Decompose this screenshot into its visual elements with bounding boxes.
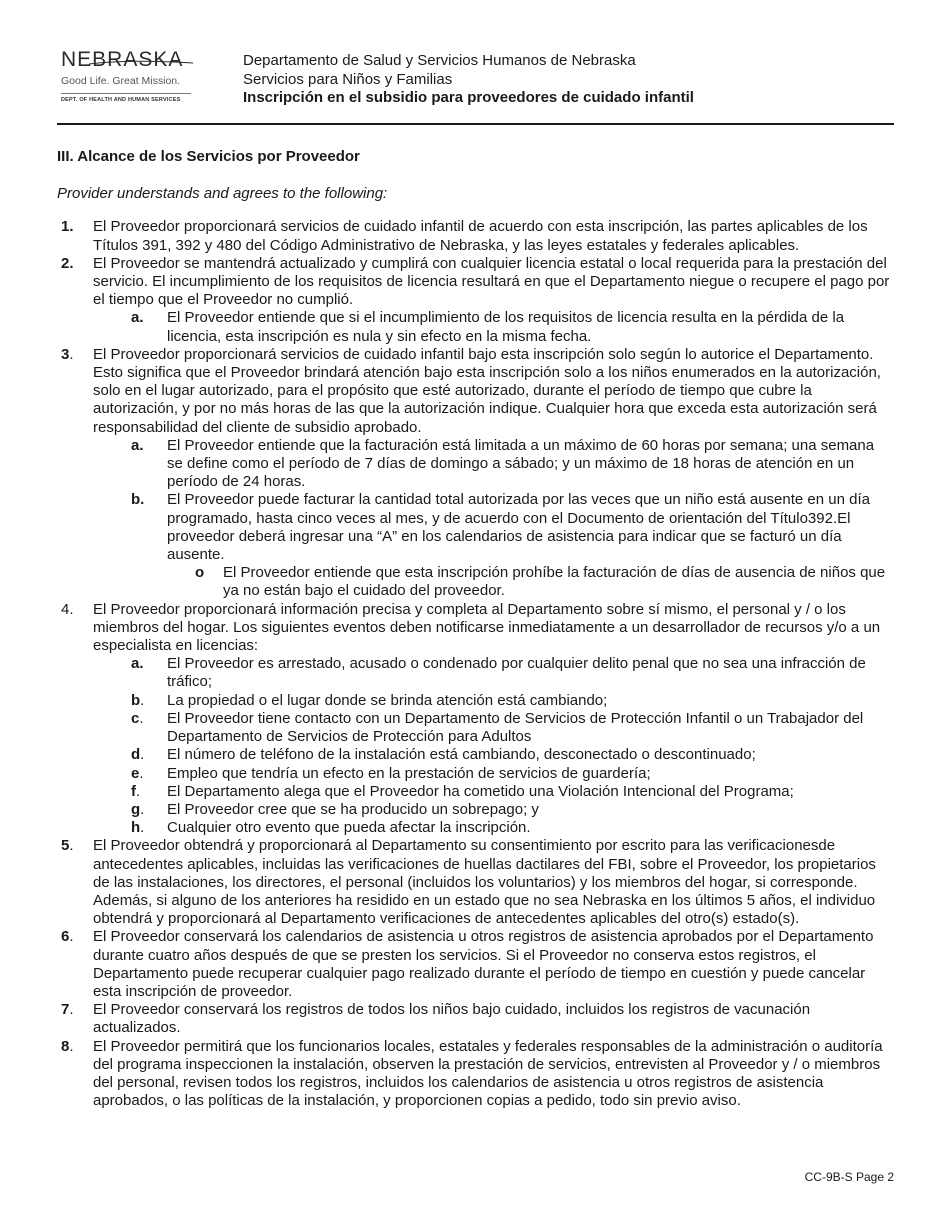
item-text: El Proveedor conservará los registros de todos los niños bajo cuidado, incluidos los registros de vacunación actualizados. bbox=[93, 1001, 811, 1037]
bullet-item bbox=[57, 564, 893, 600]
sub-item-letter: b. bbox=[131, 691, 145, 709]
list-item bbox=[57, 255, 893, 310]
sub-item-text: El Proveedor es arrestado, acusado o condenado por cualquier delito penal que no sea una infracción de tráfico; bbox=[167, 655, 866, 691]
sub-item-text: La propiedad o el lugar donde se brinda atención está cambiando; bbox=[167, 691, 608, 709]
list-item bbox=[57, 1001, 893, 1037]
list-item bbox=[57, 1038, 893, 1111]
item-number: 4. bbox=[61, 600, 74, 618]
sub-item bbox=[57, 746, 893, 764]
sub-item-text: Empleo que tendría un efecto en la prestación de servicios de guardería; bbox=[167, 764, 651, 782]
item-number: 8. bbox=[61, 1037, 74, 1055]
sub-item-text: El Proveedor tiene contacto con un Departamento de Servicios de Protección Infantil o un Trabajador del Departamento de Servicios de Protección para Adultos bbox=[167, 709, 864, 746]
sub-item-text: El Proveedor entiende que la facturación está limitada a un máximo de 60 horas por semana; una semana se define como el período de 7 días de domingo a sábado; y un máximo de 18 horas de atención en un período de 24 horas. bbox=[167, 436, 875, 491]
sub-item-letter: g. bbox=[131, 800, 145, 818]
sub-item-letter: f. bbox=[131, 782, 141, 800]
header-department: Departamento de Salud y Servicios Humanos de Nebraska bbox=[243, 52, 636, 69]
logo-swoosh-icon bbox=[61, 58, 196, 68]
sub-item-text: Cualquier otro evento que pueda afectar la inscripción. bbox=[167, 819, 531, 837]
sub-item-letter: a. bbox=[131, 309, 144, 327]
header-text bbox=[243, 52, 694, 108]
item-text: El Proveedor obtendrá y proporcionará al Departamento su consentimiento por escrito para las verificacionesde antecedentes aplicables, incluidas las verificaciones de huellas dactilares del FBI, sobre el Proveedor, los propietarios de las instalaciones, los directores, el personal (incluidos los voluntarios) y los miembros del hogar, si corresponde. Además, si alguno de los anteriores ha residido en un estado que no sea Nebraska en los últimos 5 años, el individuo obtendrá y proporcionará al Departamento verificaciones de antecedentes aplicables del otro(s) estado(s). bbox=[93, 837, 876, 928]
logo-tagline: Good Life. Great Mission. bbox=[61, 75, 181, 87]
sub-item bbox=[57, 801, 893, 819]
bullet-text: El Proveedor entiende que esta inscripción prohíbe la facturación de días de ausencia de niños que ya no están bajo el cuidado del proveedor. bbox=[223, 564, 886, 600]
item-number: 5. bbox=[61, 837, 74, 855]
sub-item-letter: e. bbox=[131, 764, 144, 782]
sub-item-letter: d. bbox=[131, 746, 145, 764]
sub-item-text: El Proveedor entiende que si el incumplimiento de los requisitos de licencia resulta en la pérdida de la licencia, esta inscripción es nula y sin efecto en la misma fecha. bbox=[167, 309, 845, 345]
sub-item bbox=[57, 765, 893, 783]
sub-item-text: El Proveedor puede facturar la cantidad total autorizada por las veces que un niño está ausente en un día programado, hasta cinco veces al mes, y de acuerdo con el Documento de orientación del Título392.El proveedor deberá ingresar una “A” en los calendarios de asistencia para indicar que se facturó un día ausente. bbox=[167, 491, 870, 564]
sub-item bbox=[57, 710, 893, 746]
item-number: 1. bbox=[61, 218, 74, 236]
item-text: El Proveedor proporcionará información precisa y completa al Departamento sobre sí mismo, el personal y / o los miembros del hogar. Los siguientes eventos deben notificarse inmediatamente a un desarrollador de recursos y/o a un especialista en licencias: bbox=[93, 600, 881, 655]
sub-item bbox=[57, 437, 893, 492]
sub-item bbox=[57, 309, 893, 345]
sub-item-letter: h. bbox=[131, 819, 145, 837]
list-item bbox=[57, 837, 893, 928]
sub-item-letter: b. bbox=[131, 491, 145, 509]
logo-department: DEPT. OF HEALTH AND HUMAN SERVICES bbox=[61, 97, 181, 103]
item-number: 6. bbox=[61, 928, 74, 946]
page-footer: CC-9B-S Page 2 bbox=[804, 1170, 894, 1184]
bullet-mark: o bbox=[195, 564, 205, 582]
sub-item-letter: a. bbox=[131, 436, 144, 454]
sub-item bbox=[57, 819, 893, 837]
item-text: El Proveedor permitirá que los funcionarios locales, estatales y federales responsables de la administración o auditoría del programa inspeccionen la instalación, observen la prestación de servicios, entrevisten al Proveedor y / o miembros del personal, revisen todos los registros, incluidos los calendarios de asistencia u otros registros de asistencia aprobados, o las políticas de la instalación, y proporcionen copias a pedido, todo sin previo aviso. bbox=[93, 1037, 883, 1110]
section-title: III. Alcance de los Servicios por Proveedor bbox=[57, 148, 360, 165]
sub-item-text: El número de teléfono de la instalación está cambiando, desconectado o descontinuado; bbox=[167, 746, 756, 764]
section-intro: Provider understands and agrees to the following: bbox=[57, 185, 388, 203]
list-item bbox=[57, 218, 893, 254]
header-form-title: Inscripción en el subsidio para proveedores de cuidado infantil bbox=[243, 89, 694, 106]
sub-item-letter: a. bbox=[131, 655, 144, 673]
item-number: 3. bbox=[61, 345, 74, 363]
sub-item bbox=[57, 491, 893, 564]
list-item bbox=[57, 601, 893, 656]
logo-wordmark: NEBRASKA bbox=[61, 48, 184, 71]
list-item bbox=[57, 346, 893, 437]
item-text: El Proveedor proporcionará servicios de cuidado infantil bajo esta inscripción solo según lo autorice el Departamento. Esto significa que el Proveedor brindará atención bajo esta inscripción solo a los niños enumerados en la autorización, solo en el lugar autorizado, para el propósito que esté autorizado, durante el período de tiempo que cubre la autorización, y por no más horas de las que la autorización indique. Cualquier hora que exceda esta autorización será responsabilidad del cliente de subsidio aprobado. bbox=[93, 345, 881, 436]
sub-item-text: El Departamento alega que el Proveedor ha cometido una Violación Intencional del Programa; bbox=[167, 782, 794, 800]
sub-item bbox=[57, 783, 893, 801]
sub-item-letter: c. bbox=[131, 709, 144, 727]
list-item bbox=[57, 928, 893, 1001]
sub-item bbox=[57, 692, 893, 710]
item-text: El Proveedor conservará los calendarios de asistencia u otros registros de asistencia aprobados por el Departamento durante cuatro años después de que se presten los servicios. Si el Proveedor no conserva estos registros, el Departamento puede recuperar cualquier pago realizado durante el período de tiempo en cuestión y puede cancelar esta inscripción de proveedor. bbox=[93, 928, 874, 1000]
header-division: Servicios para Niños y Familias bbox=[243, 70, 453, 88]
sub-item-text: El Proveedor cree que se ha producido un sobrepago; y bbox=[167, 800, 539, 818]
sub-item bbox=[57, 655, 893, 691]
document-body bbox=[57, 148, 893, 1110]
nebraska-dhhs-logo bbox=[61, 48, 211, 104]
logo-divider bbox=[61, 93, 191, 94]
item-number: 7. bbox=[61, 1001, 74, 1019]
item-number: 2. bbox=[61, 254, 74, 272]
item-text: El Proveedor se mantendrá actualizado y cumplirá con cualquier licencia estatal o local requerida para la prestación del servicio. El incumplimiento de los requisitos de licencia resultará en que el Departamento niegue o recupere el pago por el tiempo que el Proveedor no cumplió. bbox=[93, 254, 890, 309]
page-header bbox=[57, 48, 894, 125]
item-text: El Proveedor proporcionará servicios de cuidado infantil de acuerdo con esta inscripción, las partes aplicables de los Títulos 391, 392 y 480 del Código Administrativo de Nebraska, y las leyes estatales y federales aplicables. bbox=[93, 218, 868, 254]
